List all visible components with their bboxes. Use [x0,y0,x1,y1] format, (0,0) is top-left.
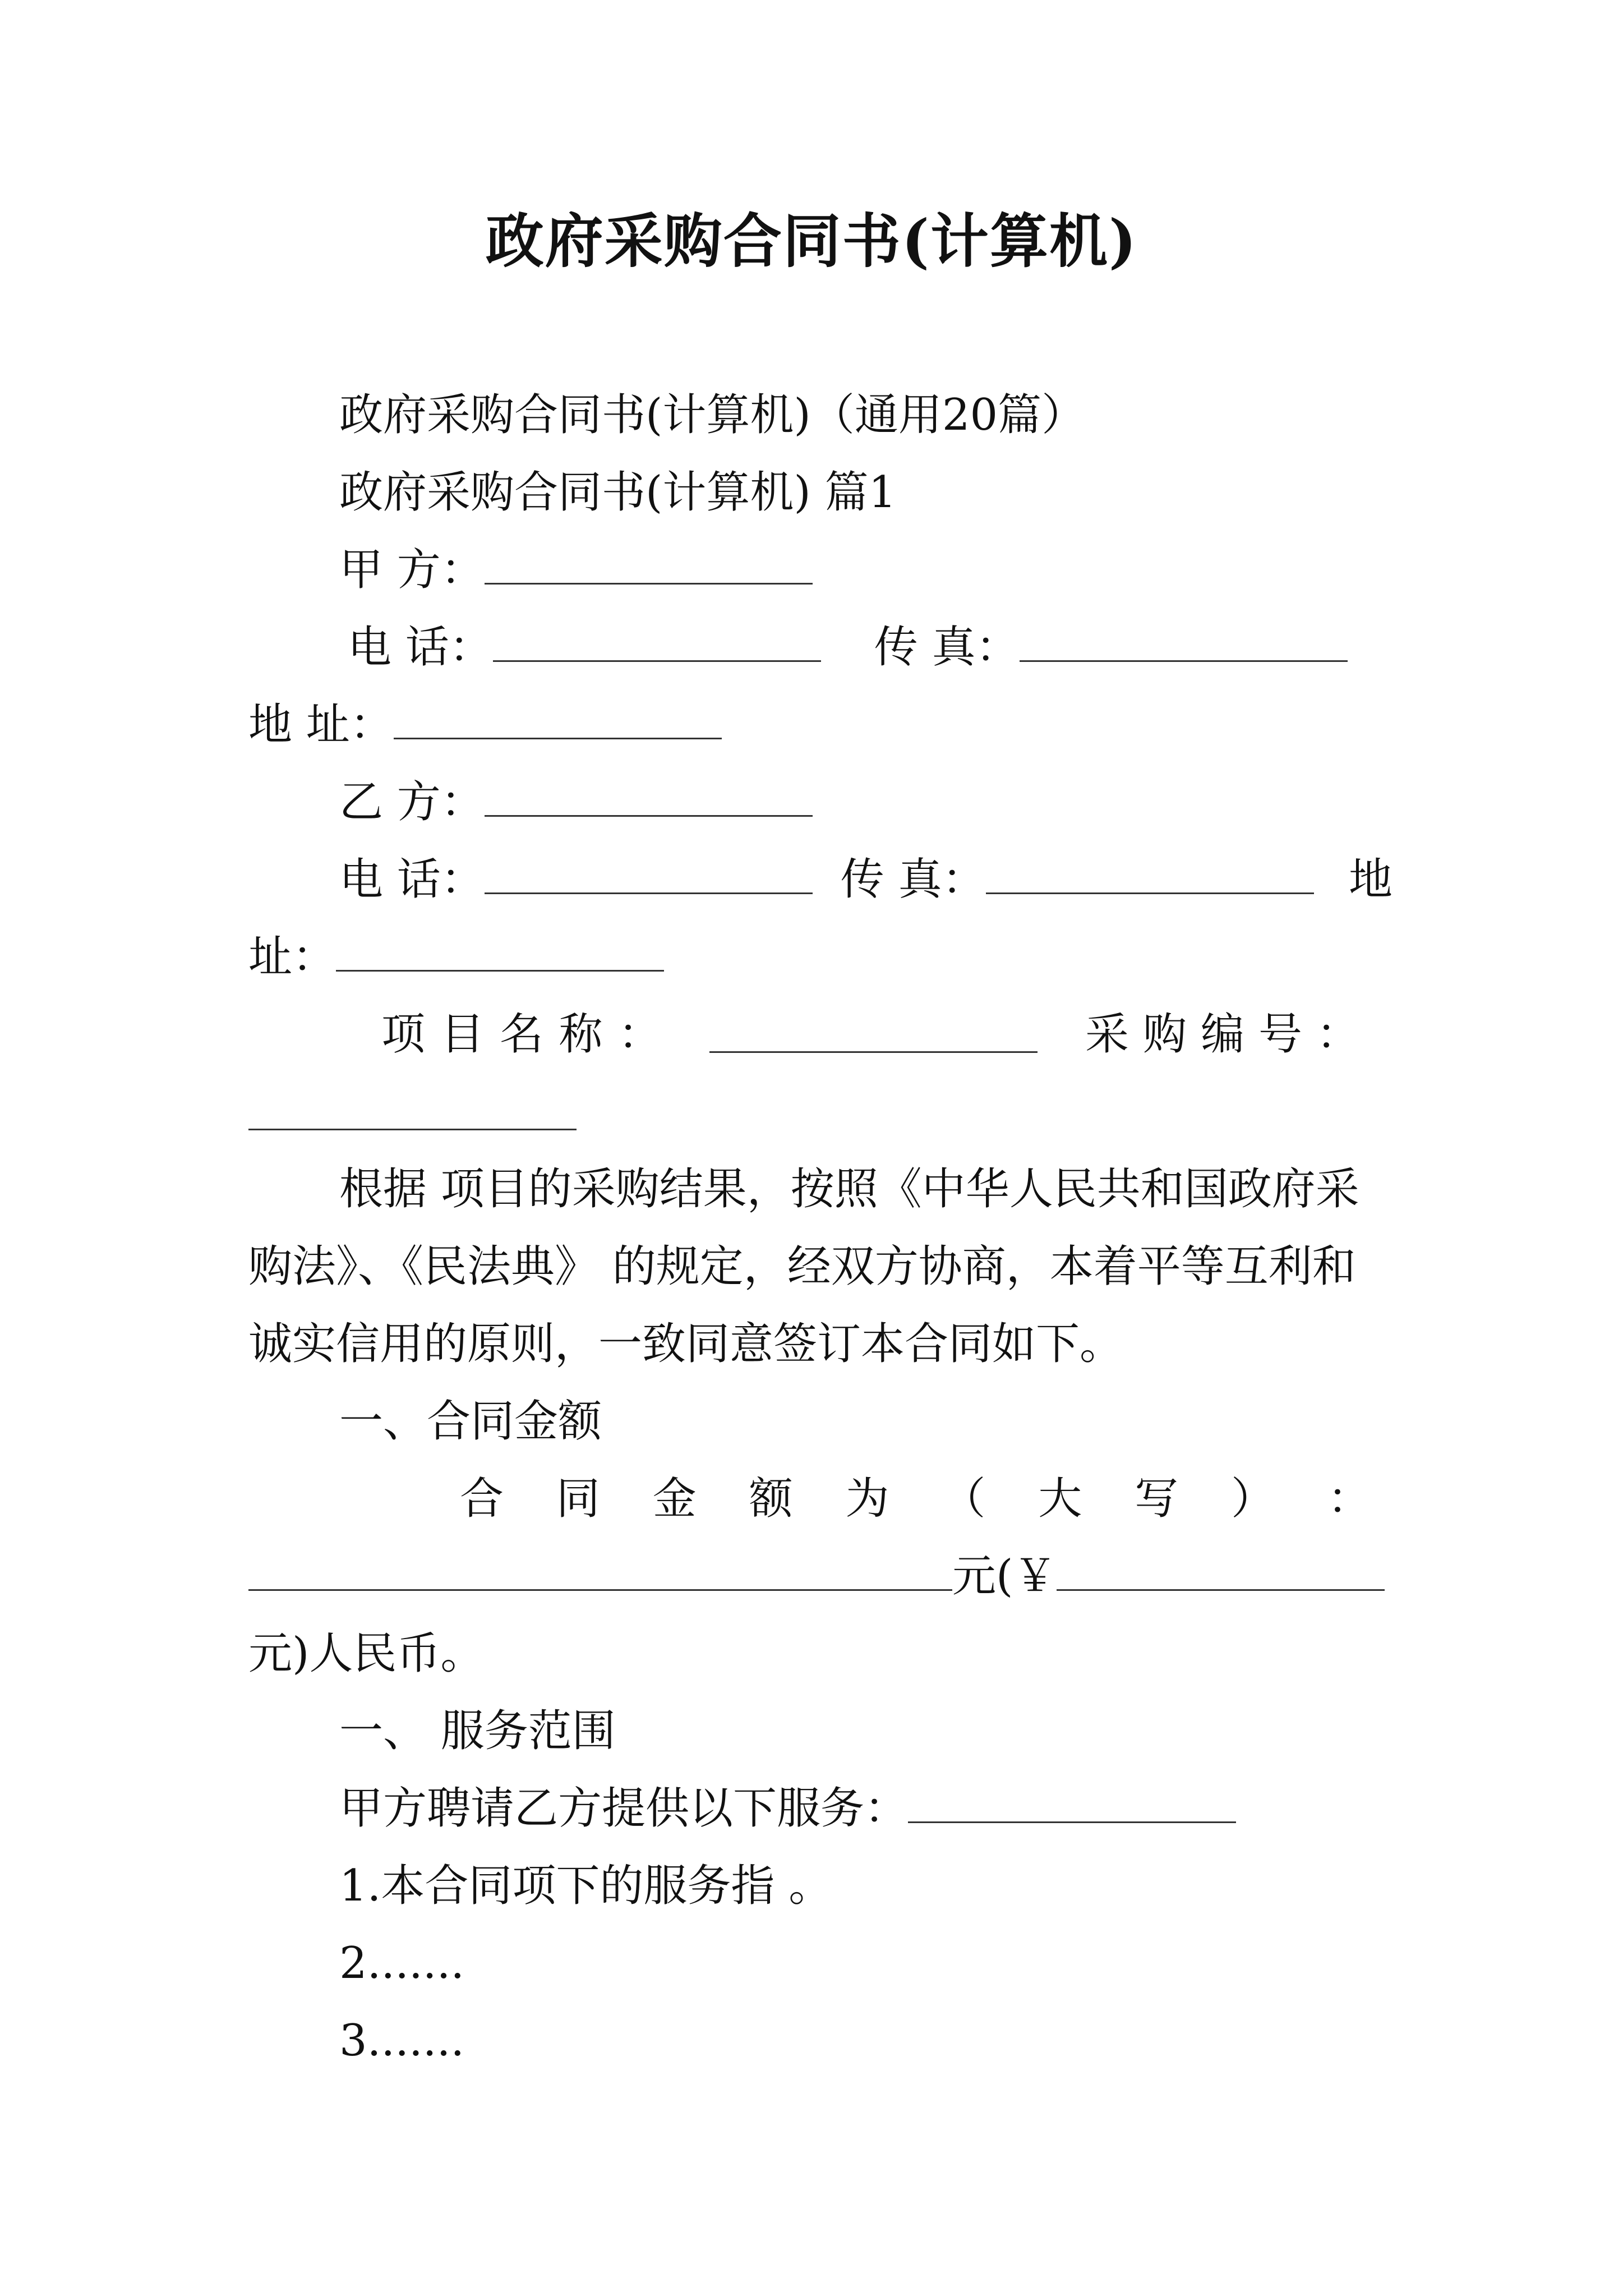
party-a-fax-blank [1020,623,1348,662]
party-b-address-label-part1: 地 [1349,854,1393,905]
party-b-fax-blank [986,855,1314,894]
service-blank [908,1784,1236,1823]
service-item-2: 2....... [339,1938,465,1989]
party-b-phone-line [339,852,1314,908]
service-request-label: 甲方聘请乙方提供以下服务： [339,1783,909,1834]
amount-numeric-blank [1057,1552,1385,1591]
party-b-phone-label: 电 话： [339,854,485,905]
service-request-line [339,1780,1236,1837]
party-b-address-line [248,929,664,985]
section-service-scope-heading: 一、 服务范围 [339,1706,616,1756]
yuan-label: 元(￥ [952,1551,1057,1602]
party-b-address-label-part2: 址： [248,932,336,982]
party-b-address-blank [336,933,664,972]
party-a-phone-blank [493,623,821,662]
party-b-line [339,774,813,830]
project-name-label: 项 目 名 称 ： [381,1009,662,1060]
section-contract-amount-heading: 一、合同金额 [339,1396,602,1447]
project-name-blank [709,1014,1038,1053]
procurement-code-blank [248,1092,577,1130]
party-b-blank [485,778,813,817]
party-a-phone-line [348,619,1348,675]
party-a-blank [485,546,813,585]
intro-line-1: 根据 项目的采购结果，按照《中华人民共和国政府采 [339,1164,1359,1214]
contract-amount-uppercase-label: 合 同 金 额 为 （ 大 写 ） ： [460,1474,1371,1524]
party-a-fax-label: 传 真： [874,622,1020,673]
party-a-address-line [248,697,722,753]
party-b-label: 乙 方： [339,777,485,827]
party-a-phone-label: 电 话： [348,622,493,673]
amount-uppercase-blank [248,1552,952,1591]
procurement-code-label: 采 购 编 号 ： [1085,1009,1360,1060]
party-b-fax-label: 传 真： [840,854,986,905]
party-b-phone-blank [485,855,813,894]
party-a-address-blank [394,701,722,739]
party-a-label: 甲 方： [339,545,485,595]
currency-tail: 元)人民币。 [248,1628,485,1679]
subtitle: 政府采购合同书(计算机)（通用20篇） [339,390,1086,440]
contract-amount-line [248,1548,1385,1604]
party-a-line [339,542,813,598]
service-item-3: 3....... [339,2016,465,2066]
service-item-1: 1.本合同项下的服务指 。 [339,1861,833,1911]
intro-line-2: 购法》、《民法典》 的规定，经双方协商，本着平等互利和 [248,1241,1356,1292]
intro-line-3: 诚实信用的原则，一致同意签订本合同如下。 [248,1319,1124,1369]
party-a-address-label: 地 址： [248,700,394,750]
document-title: 政府采购合同书(计算机) [485,206,1138,275]
part-heading: 政府采购合同书(计算机) 篇1 [339,467,897,518]
